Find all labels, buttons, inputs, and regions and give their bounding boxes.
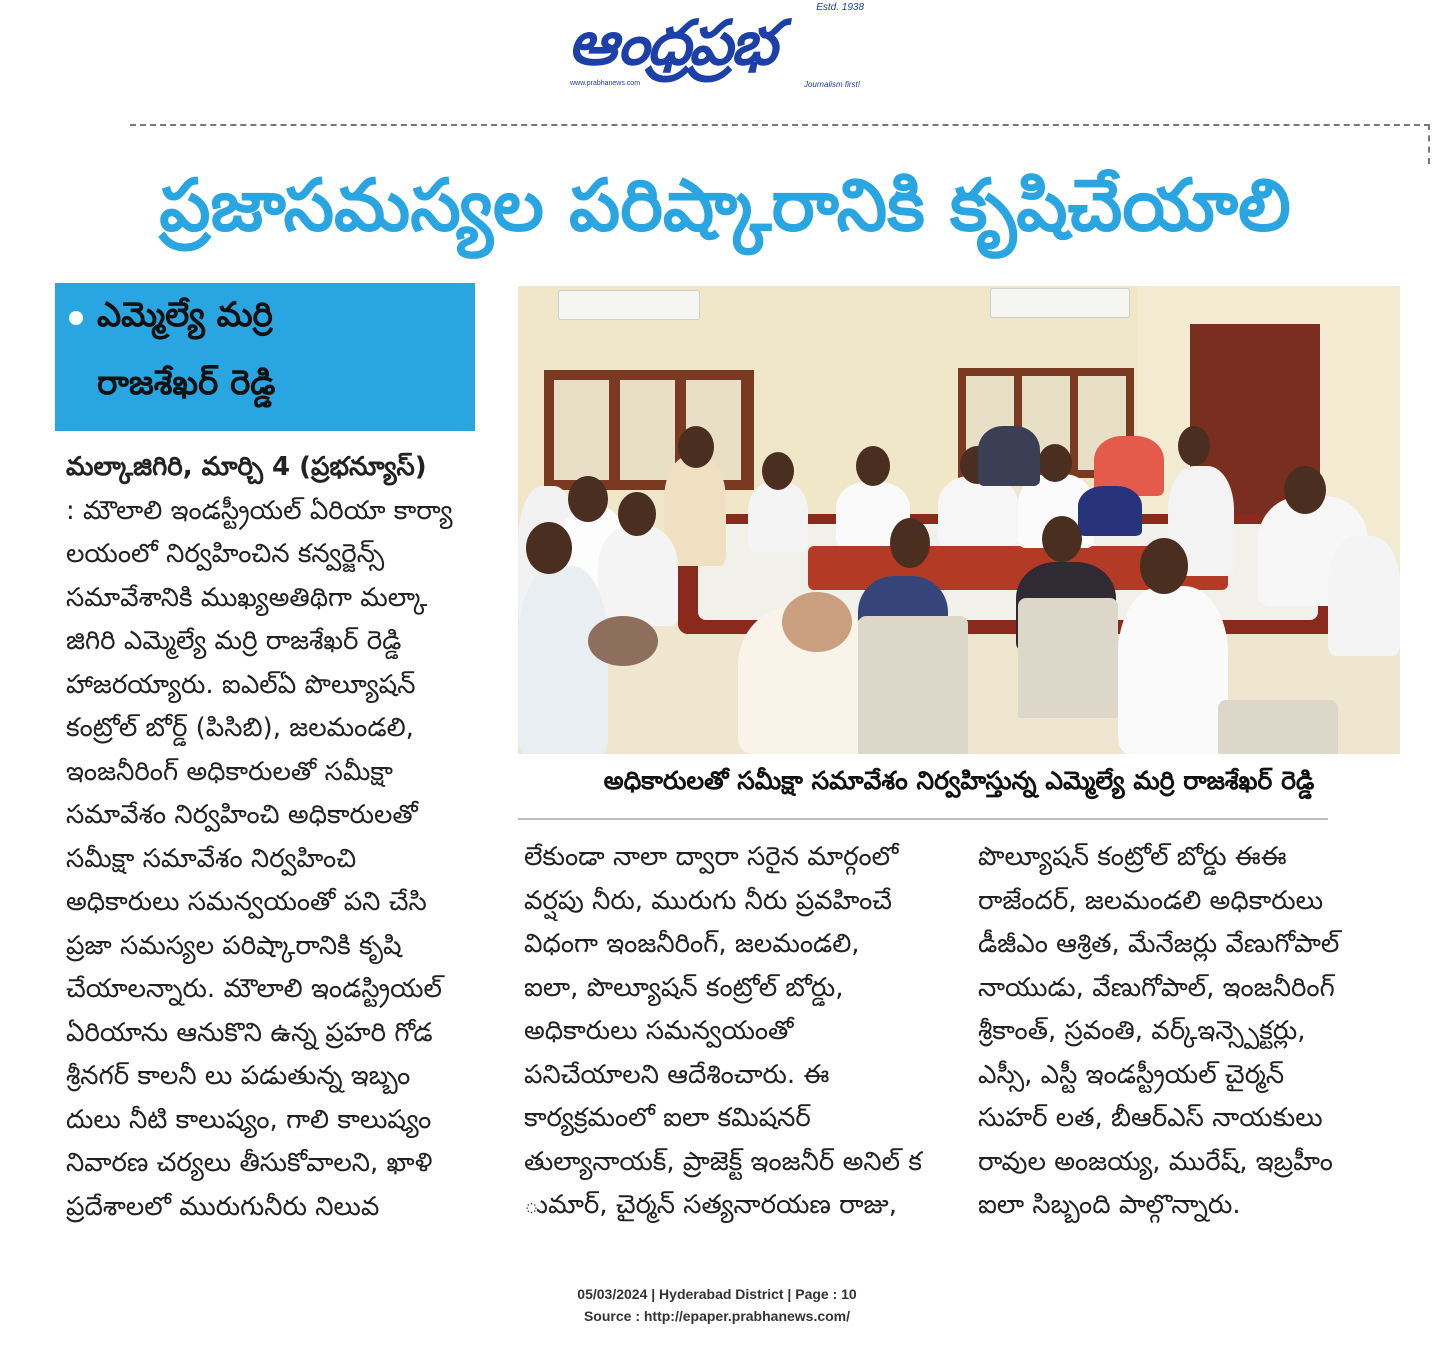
- person-head: [1284, 466, 1326, 514]
- body-line: విధంగా ఇంజనీరింగ్, జలమండలి,: [524, 929, 860, 959]
- plastic-chair: [1018, 598, 1118, 718]
- person-head: [1038, 444, 1072, 482]
- person-head: [1140, 538, 1188, 594]
- body-line: పొల్యూషన్ కంట్రోల్ బోర్డు ఈఈ: [978, 842, 1287, 872]
- subhead-line1: ఎమ్మెల్యే మర్రి: [97, 295, 273, 335]
- body-line: వర్షపు నీరు, మురుగు నీరు ప్రవహించే: [524, 885, 893, 916]
- subhead-box: [55, 283, 475, 431]
- body-line: నివారణ చర్యలు తీసుకోవాలని, ఖాళి: [66, 1148, 433, 1178]
- body-line: లేకుండా నాలా ద్వారా సరైన మార్గంలో: [524, 842, 899, 872]
- masthead-tagline: Journalism first!: [803, 80, 860, 89]
- person-head: [568, 476, 608, 522]
- body-line: ఏరియాను ఆనుకొని ఉన్న ప్రహరి గోడ: [66, 1017, 433, 1048]
- dateline: మల్కాజిగిరి, మార్చి 4 (ప్రభన్యూస్): [66, 452, 427, 482]
- meeting-photo: [518, 286, 1400, 754]
- body-line: రావుల అంజయ్య, మురేష్, ఇబ్రహీం: [978, 1146, 1333, 1177]
- body-line: ప్రదేశాలలో మురుగునీరు నిలువ: [66, 1191, 380, 1222]
- person-head: [1178, 426, 1210, 466]
- body-line: ఇంజనీరింగ్ అధికారులతో సమీక్షా: [66, 756, 393, 787]
- person: [1328, 536, 1400, 656]
- subhead-line2: రాజశేఖర్ రెడ్డి: [97, 363, 276, 403]
- body-line: ఎస్సీ, ఎస్టీ ఇండస్ట్రీయల్ చైర్మన్: [978, 1059, 1285, 1090]
- body-line: ప్రజా సమస్యల పరిష్కారానికి కృషి: [66, 930, 402, 961]
- article-column-3: [978, 836, 1390, 1228]
- body-line: సమీక్షా సమావేశం నిర్వహించి: [66, 843, 357, 874]
- masthead-name: ఆంధ్రప్రభ: [568, 6, 776, 79]
- person-head: [762, 452, 794, 490]
- body-line: తుల్యానాయక్, ప్రాజెక్ట్ ఇంజనీర్ అనిల్ క: [524, 1146, 922, 1177]
- body-line: ుమార్, చైర్మన్ సత్యనారయణ రాజు,: [524, 1190, 897, 1220]
- person: [1078, 486, 1142, 536]
- body-line: అధికారులు సమన్వయంతో: [524, 1016, 794, 1046]
- person-head: [890, 518, 930, 568]
- article-headline: ప్రజాసమస్యల పరిష్కారానికి కృషిచేయాలి: [159, 163, 1291, 247]
- body-line: దులు నీటి కాలుష్యం, గాలి కాలుష్యం: [66, 1104, 432, 1135]
- plastic-chair: [858, 616, 968, 754]
- body-line: ఐలా సిబ్బంది పాల్గొన్నారు.: [978, 1190, 1241, 1220]
- photo-caption: అధికారులతో సమీక్షా సమావేశం నిర్వహిస్తున్న ఎమ్మెల్యే మర్రి రాజశేఖర్ రెడ్డి: [603, 766, 1315, 795]
- person-head: [782, 592, 852, 652]
- body-line: లయంలో నిర్వహించిన కన్వర్జెన్స్: [66, 539, 385, 569]
- person-head: [1042, 516, 1082, 562]
- body-line: హాజరయ్యారు. ఐఎల్ఏ పొల్యూషన్: [66, 669, 416, 700]
- body-line: సమావేశం నిర్వహించి అధికారులతో: [66, 800, 418, 830]
- article-column-2: [524, 836, 936, 1228]
- person: [938, 476, 1018, 546]
- window-icon: [544, 370, 754, 490]
- person-head: [618, 492, 656, 536]
- body-line: కంట్రోల్ బోర్డ్ (పిసిబి), జలమండలి,: [66, 713, 414, 743]
- body-line: చేయాలన్నారు. మౌలాలి ఇండస్ట్రియల్: [66, 974, 442, 1004]
- plastic-chair: [1218, 700, 1338, 754]
- bullet-icon: [69, 311, 83, 325]
- body-line: జిగిరి ఎమ్మెల్యే మర్రి రాజశేఖర్ రెడ్డి: [66, 626, 402, 656]
- person: [978, 426, 1040, 486]
- person: [1118, 586, 1228, 754]
- body-line: అధికారులు సమన్వయంతో పని చేసి: [66, 887, 427, 917]
- air-conditioner-icon: [990, 288, 1130, 318]
- person: [598, 526, 678, 626]
- dotted-divider: [130, 124, 1430, 126]
- person-head: [856, 446, 890, 486]
- body-line: నాయుడు, వేణుగోపాల్, ఇంజనీరింగ్: [978, 972, 1335, 1003]
- person-head: [678, 426, 714, 468]
- body-line: ఐలా, పొల్యూషన్ కంట్రోల్ బోర్డు,: [524, 972, 844, 1003]
- masthead-url: www.prabhanews.com: [570, 80, 641, 87]
- body-line: డీజీఎం ఆశ్రిత, మేనేజర్లు వేణుగోపాల్: [978, 929, 1340, 959]
- body-line: శ్రీనగర్ కాలనీ లు పడుతున్న ఇబ్బం: [66, 1061, 411, 1091]
- person-head: [526, 522, 572, 574]
- body-line: సుహర్ లత, బీఆర్ఎస్ నాయకులు: [978, 1103, 1323, 1133]
- body-line: శ్రీకాంత్, స్రవంతి, వర్క్ఇన్స్పెక్టర్లు,: [978, 1016, 1306, 1046]
- page-footer: [0, 1283, 1434, 1327]
- article-column-1: [66, 446, 478, 1229]
- person-head: [588, 616, 658, 666]
- body-line: సమావేశానికి ముఖ్యఅతిథిగా మల్కా: [66, 582, 428, 613]
- person: [748, 482, 808, 552]
- body-line: : మౌలాలి ఇండస్ట్రీయల్ ఏరియా కార్యా: [66, 495, 453, 526]
- footer-date-line: 05/03/2024 | Hyderabad District | Page : 10: [577, 1286, 857, 1302]
- air-conditioner-icon: [558, 290, 700, 320]
- body-line: కార్యక్రమంలో ఐలా కమిషనర్: [524, 1103, 811, 1133]
- masthead-estd: Estd. 1938: [816, 2, 864, 13]
- body-line: పనిచేయాలని ఆదేశించారు. ఈ: [524, 1059, 830, 1090]
- dotted-divider-side: [1428, 124, 1430, 164]
- body-line: రాజేందర్, జలమండలి అధికారులు: [978, 885, 1324, 916]
- masthead-logo: [560, 2, 870, 92]
- caption-divider: [518, 818, 1328, 820]
- person: [518, 566, 608, 754]
- footer-source-link[interactable]: Source : http://epaper.prabhanews.com/: [583, 1308, 851, 1324]
